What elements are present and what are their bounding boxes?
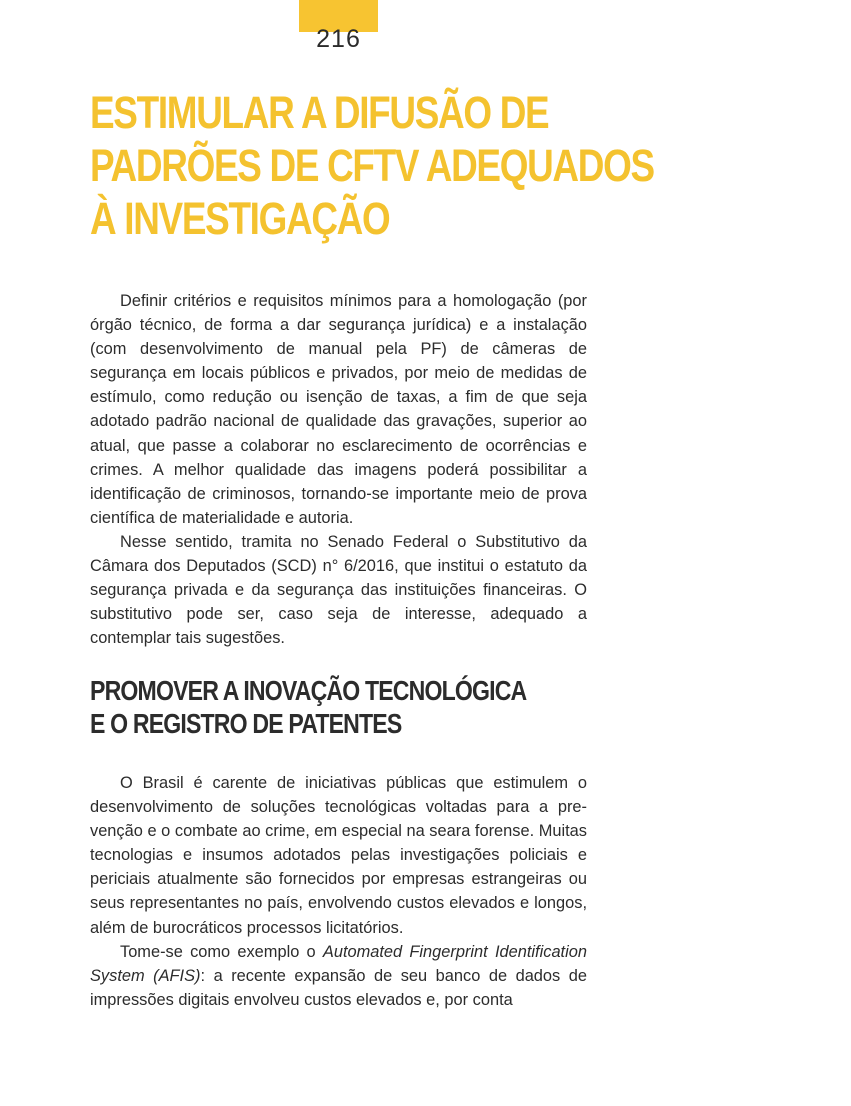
page-number: 216 bbox=[316, 25, 361, 53]
paragraph: O Brasil é carente de iniciativas públicas que estimulem o desenvolvimento de soluções tecnológicas voltadas para a prevenção e o combate ao crime, em especial na seara forense. Muitas tecnologias e insumos adotados pelas investigações policiais e periciais atualmente são fornecidos por empresas estrangeiras ou seus representantes no país, envolvendo custos elevados e longos, além de burocráticos processos licitatórios. bbox=[90, 774, 587, 937]
paragraph: Definir critérios e requisitos mínimos para a homologação (por órgão técnico, de forma a dar segurança jurídica) e a instalação (com desenvolvimento de manual pela PF) de câmeras de segurança em locais públicos e privados, por meio de medidas de estímulo, como redução ou isenção de taxas, a fim de que seja adotado padrão nacional de qualidade das gravações, superior ao atual, que passe a colaborar no esclarecimento de ocorrências e crimes. A melhor qualidade das imagens poderá possibilitar a identificação de criminosos, tornando-se importante meio de prova científica de materialidade e autoria. bbox=[90, 292, 587, 527]
subsection-title-line: E O REGISTRO DE PATENTES bbox=[90, 708, 402, 739]
paragraph-continuation: : a recente expansão de seu banco de dados de impressões digitais envolveu custos elevados e, por conta bbox=[90, 966, 587, 1009]
section-title-line: ESTIMULAR A DIFUSÃO DE bbox=[90, 87, 549, 138]
body-text-section-1 bbox=[90, 289, 587, 650]
body-text-section-2 bbox=[90, 771, 587, 1012]
subsection-title-line: PROMOVER A INOVAÇÃO TECNOLÓGICA bbox=[90, 675, 527, 706]
subsection-title bbox=[90, 674, 594, 740]
section-title-line: PADRÕES DE CFTV ADEQUADOS bbox=[90, 140, 654, 191]
paragraph-lead: Tome-se como exemplo o bbox=[120, 942, 323, 961]
paragraph bbox=[90, 940, 587, 1012]
section-title-line: À INVESTIGAÇÃO bbox=[90, 193, 390, 244]
afis-term: Automated Fingerprint Identification System (AFIS) bbox=[90, 942, 587, 985]
paragraph: Nesse sentido, tramita no Senado Federal o Substitutivo da Câmara dos Deputados (SCD) n° 6/2016, que institui o estatuto da segurança privada e da segurança das instituições financeiras. O substitutivo pode ser, caso seja de interesse, adequado a contemplar tais sugestões. bbox=[90, 532, 587, 648]
section-title bbox=[90, 86, 664, 245]
